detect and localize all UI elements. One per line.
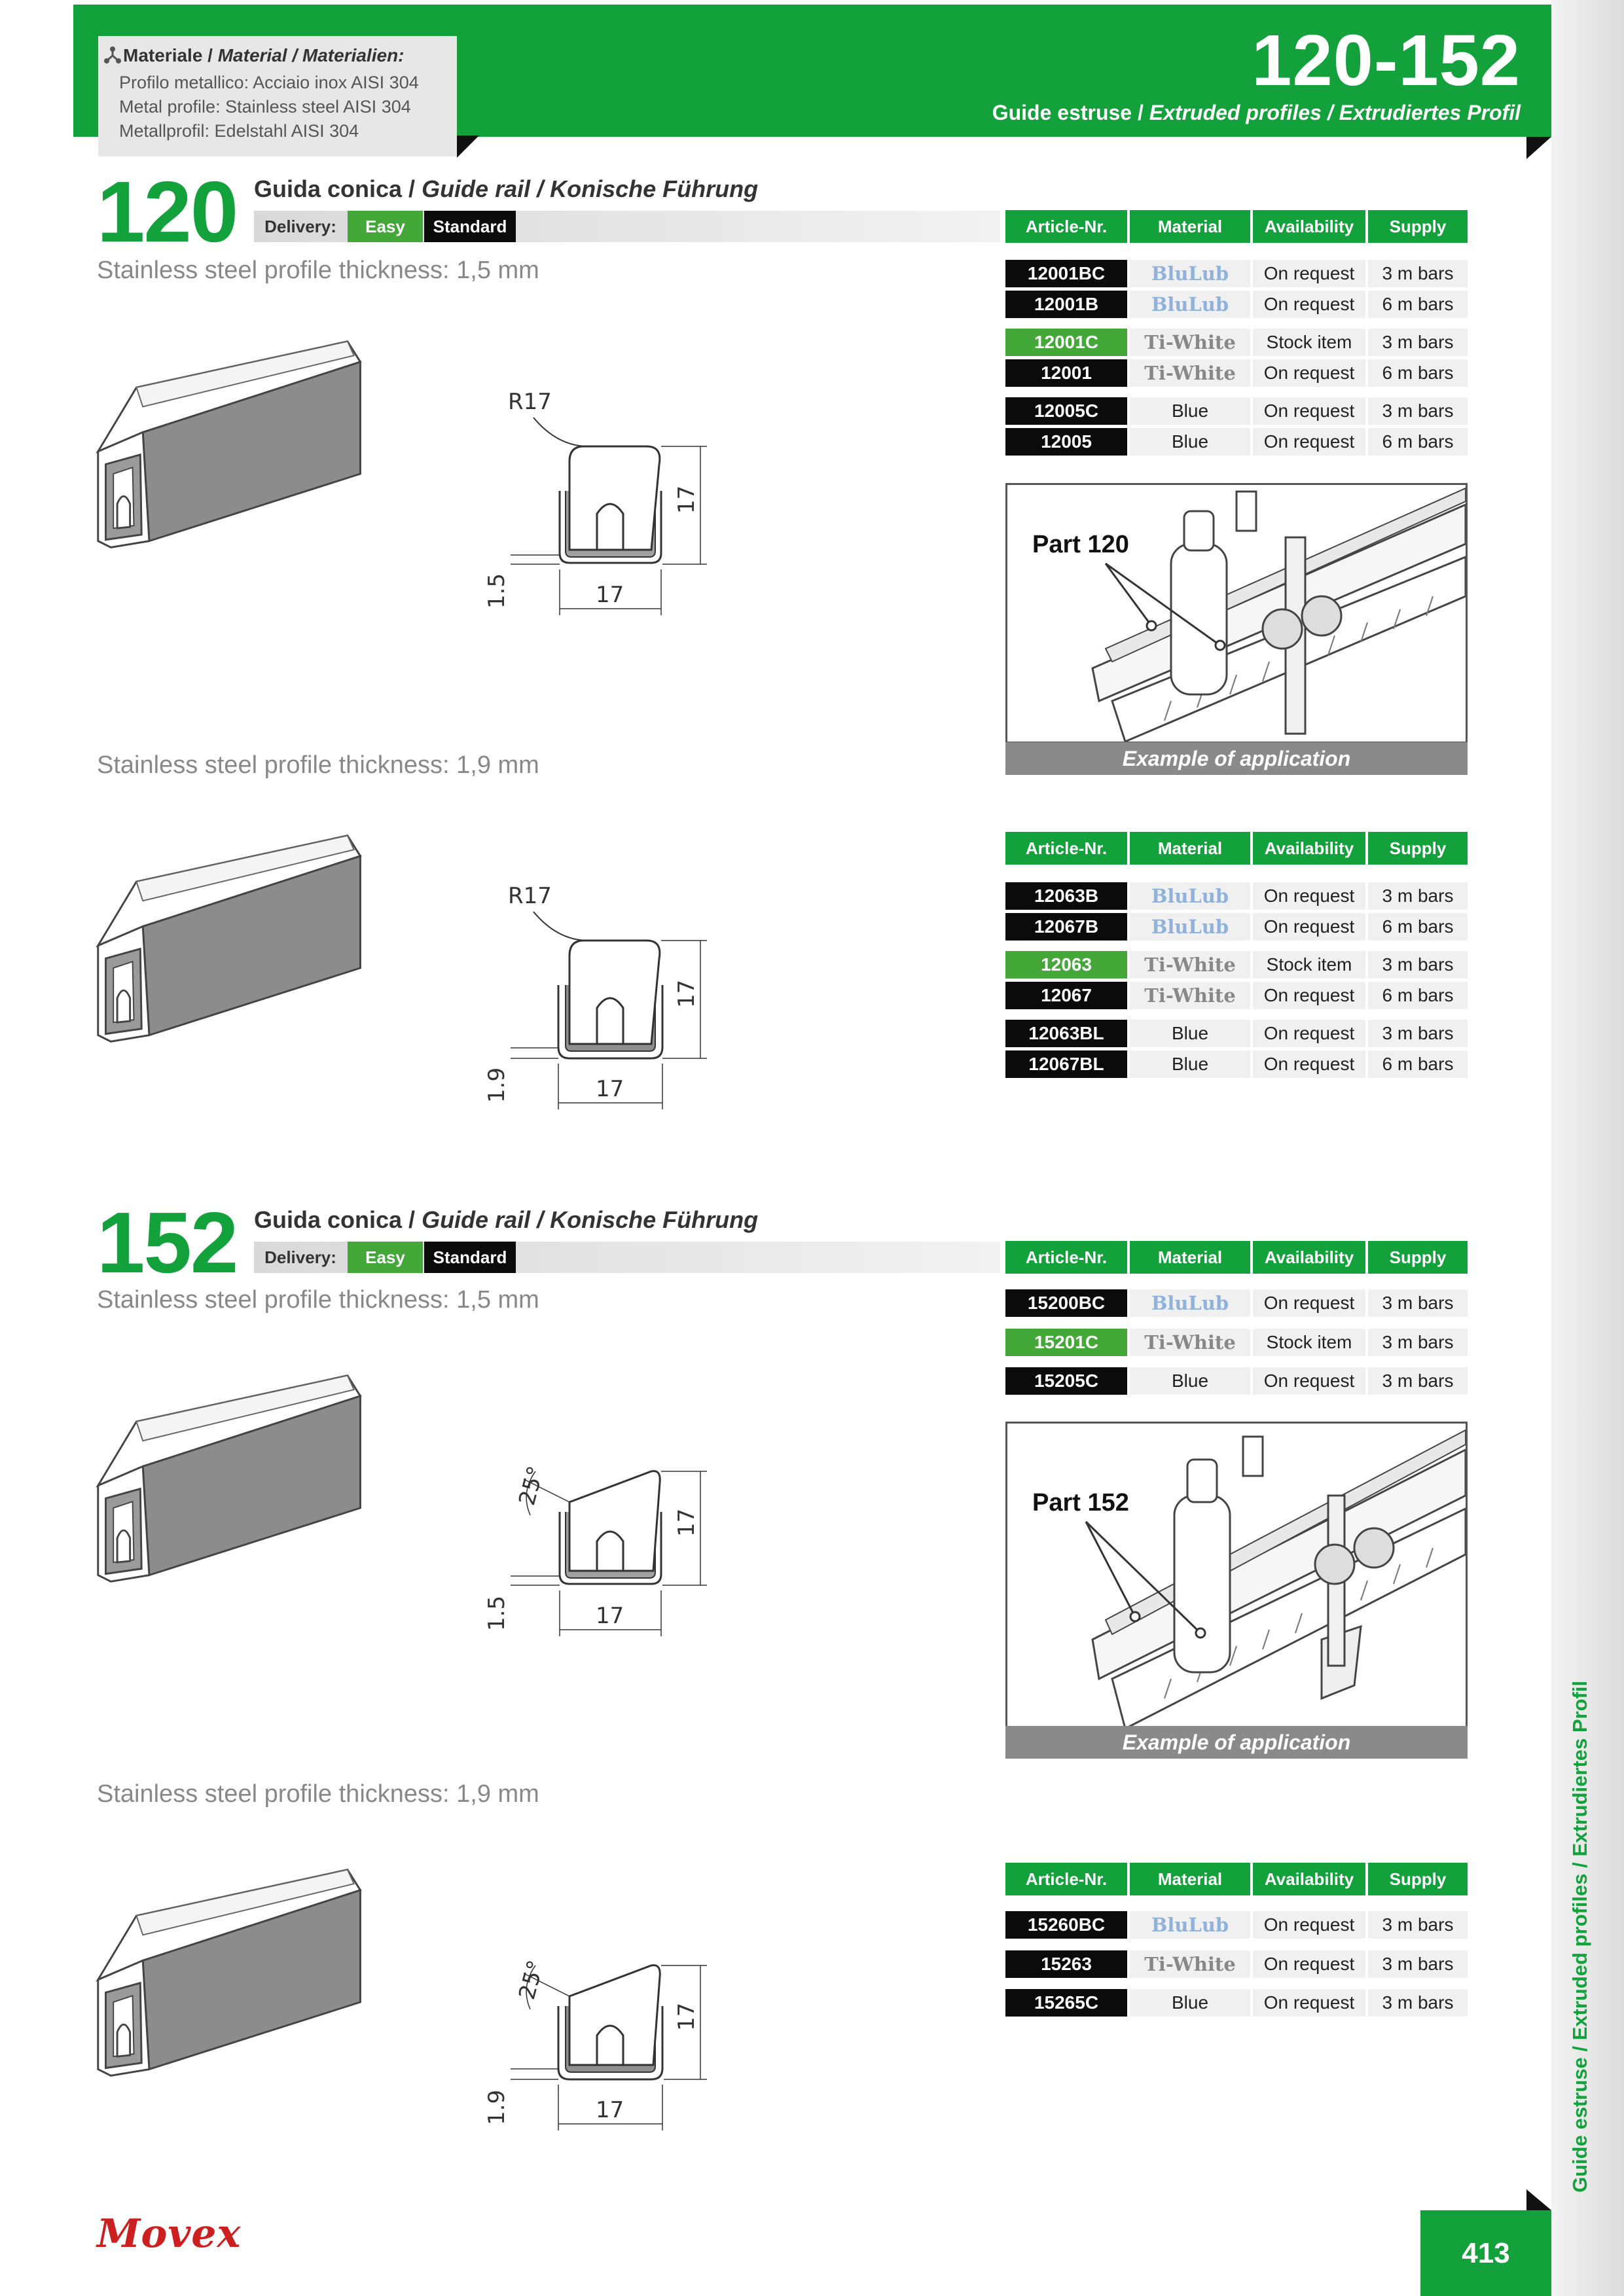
supply-cell: 3 m bars: [1368, 1289, 1468, 1317]
wall-thickness-label: 1.5: [484, 1595, 510, 1631]
column-header-article: Article-Nr.: [1005, 210, 1127, 243]
application-caption: Example of application: [1005, 742, 1468, 775]
table-row: [1005, 260, 1468, 287]
column-header-availability: Availability: [1253, 1863, 1365, 1895]
availability-cell: On request: [1253, 397, 1365, 425]
delivery-label: Delivery:: [264, 1247, 336, 1267]
delivery-easy-badge: Easy: [348, 1242, 423, 1273]
column-header-availability: Availability: [1253, 210, 1365, 243]
material-cell: BluLub: [1130, 1911, 1250, 1939]
material-cell: Ti-White: [1130, 1329, 1250, 1356]
table-row: [1005, 1289, 1468, 1317]
table-header-152-a: [1005, 1241, 1468, 1274]
section-title: Guida conica / Guide rail / Konische Führung: [254, 175, 759, 202]
availability-cell: On request: [1253, 882, 1365, 910]
table-row: [1005, 428, 1468, 456]
profile-drawing-152-angle: [471, 1947, 733, 2144]
column-header-supply: Supply: [1368, 1241, 1468, 1274]
material-cell: Blue: [1130, 1050, 1250, 1078]
header-subtitle: Guide estruse / Extruded profiles / Extrudiertes Profil: [992, 101, 1521, 124]
table-row: [1005, 951, 1468, 978]
article-number-cell: 12063: [1005, 951, 1127, 978]
supply-cell: 3 m bars: [1368, 1950, 1468, 1978]
delivery-easy-badge: Easy: [348, 211, 423, 242]
material-cell: BluLub: [1130, 882, 1250, 910]
thickness-label: Stainless steel profile thickness: 1,5 mm: [97, 1286, 539, 1314]
supply-cell: 3 m bars: [1368, 1020, 1468, 1047]
supply-cell: 3 m bars: [1368, 882, 1468, 910]
width-label: 17: [596, 582, 624, 608]
material-cell: Ti-White: [1130, 951, 1250, 978]
height-label: 17: [674, 1508, 700, 1537]
table-row: [1005, 1950, 1468, 1978]
delivery-standard-badge: Standard: [424, 211, 516, 242]
wall-thickness-label: 1.9: [484, 1067, 510, 1103]
materials-box: [98, 36, 457, 156]
angle-label: 25°: [514, 1463, 550, 1509]
material-cell: BluLub: [1130, 913, 1250, 941]
material-line: Metallprofil: Edelstahl AISI 304: [119, 121, 359, 141]
availability-cell: On request: [1253, 1950, 1365, 1978]
table-row: [1005, 1020, 1468, 1047]
column-header-material: Material: [1130, 832, 1250, 865]
section-number: 120: [97, 164, 238, 260]
column-header-availability: Availability: [1253, 832, 1365, 865]
material-line: Profilo metallico: Acciaio inox AISI 304: [119, 73, 419, 92]
availability-cell: On request: [1253, 1289, 1365, 1317]
material-cell: Blue: [1130, 1989, 1250, 2017]
material-cell: Ti-White: [1130, 359, 1250, 387]
column-header-material: Material: [1130, 1863, 1250, 1895]
part-label: Part 152: [1032, 1489, 1129, 1516]
material-cell: BluLub: [1130, 291, 1250, 318]
width-label: 17: [596, 1076, 624, 1102]
column-header-article: Article-Nr.: [1005, 1863, 1127, 1895]
conveyor-illustration: [1007, 1424, 1466, 1729]
material-cell: BluLub: [1130, 1289, 1250, 1317]
article-number-cell: 15263: [1005, 1950, 1127, 1978]
molecule-icon: [103, 46, 122, 65]
availability-cell: On request: [1253, 982, 1365, 1009]
column-header-material: Material: [1130, 1241, 1250, 1274]
table-row: [1005, 882, 1468, 910]
table-row: [1005, 982, 1468, 1009]
article-number-cell: 15200BC: [1005, 1289, 1127, 1317]
delivery-bar: [254, 1242, 1000, 1273]
material-line: Metal profile: Stainless steel AISI 304: [119, 97, 411, 117]
table-row: [1005, 329, 1468, 356]
column-header-supply: Supply: [1368, 1863, 1468, 1895]
section-title: Guida conica / Guide rail / Konische Führung: [254, 1206, 759, 1233]
material-cell: Ti-White: [1130, 982, 1250, 1009]
profile-drawing-120-r17: [471, 386, 733, 622]
height-label: 17: [674, 979, 700, 1008]
rail-isometric-image: [92, 1368, 373, 1590]
application-image-152: [1005, 1422, 1468, 1731]
conveyor-illustration: [1007, 485, 1466, 742]
width-label: 17: [596, 2097, 624, 2123]
availability-cell: On request: [1253, 291, 1365, 318]
page-number: 413: [1420, 2210, 1551, 2296]
column-header-material: Material: [1130, 210, 1250, 243]
rail-isometric-image: [92, 1862, 373, 2085]
materials-title: Materiale / Material / Materialien:: [123, 45, 405, 65]
column-header-article: Article-Nr.: [1005, 1241, 1127, 1274]
table-row: [1005, 291, 1468, 318]
supply-cell: 3 m bars: [1368, 1989, 1468, 2017]
table-row: [1005, 913, 1468, 941]
supply-cell: 3 m bars: [1368, 1911, 1468, 1939]
material-cell: Blue: [1130, 1020, 1250, 1047]
height-label: 17: [674, 2002, 700, 2031]
article-number-cell: 12001B: [1005, 291, 1127, 318]
profile-drawing-152-angle: [471, 1453, 733, 1649]
article-number-cell: 12005C: [1005, 397, 1127, 425]
table-header-120-b: [1005, 832, 1468, 865]
column-header-article: Article-Nr.: [1005, 832, 1127, 865]
wall-thickness-label: 1.5: [484, 573, 510, 609]
article-number-cell: 12005: [1005, 428, 1127, 456]
table-row: [1005, 1911, 1468, 1939]
table-row: [1005, 1329, 1468, 1356]
column-header-availability: Availability: [1253, 1241, 1365, 1274]
application-image-120: [1005, 483, 1468, 744]
application-caption: Example of application: [1005, 1726, 1468, 1759]
availability-cell: On request: [1253, 1020, 1365, 1047]
supply-cell: 3 m bars: [1368, 1329, 1468, 1356]
availability-cell: On request: [1253, 359, 1365, 387]
page-number-corner-mark: [1526, 2189, 1551, 2210]
material-cell: Ti-White: [1130, 1950, 1250, 1978]
material-cell: Blue: [1130, 397, 1250, 425]
material-cell: Blue: [1130, 428, 1250, 456]
table-header-120-a: [1005, 210, 1468, 243]
availability-cell: On request: [1253, 428, 1365, 456]
availability-cell: Stock item: [1253, 1329, 1365, 1356]
radius-label: R17: [508, 883, 552, 909]
material-cell: Blue: [1130, 1367, 1250, 1395]
supply-cell: 3 m bars: [1368, 397, 1468, 425]
availability-cell: On request: [1253, 1911, 1365, 1939]
supply-cell: 3 m bars: [1368, 260, 1468, 287]
material-cell: Ti-White: [1130, 329, 1250, 356]
article-number-cell: 12067BL: [1005, 1050, 1127, 1078]
table-row: [1005, 1989, 1468, 2017]
section-number: 152: [97, 1194, 238, 1291]
part-label: Part 120: [1032, 531, 1129, 558]
materials-corner-mark: [457, 135, 479, 158]
rail-isometric-image: [92, 334, 373, 556]
supply-cell: 6 m bars: [1368, 428, 1468, 456]
supply-cell: 3 m bars: [1368, 329, 1468, 356]
availability-cell: On request: [1253, 1989, 1365, 2017]
article-number-cell: 12001BC: [1005, 260, 1127, 287]
profile-drawing-120-r17: [471, 880, 733, 1116]
delivery-standard-badge: Standard: [424, 1242, 516, 1273]
table-row: [1005, 1050, 1468, 1078]
side-label: Guide estruse / Extruded profiles / Extrudiertes Profil: [1568, 1680, 1591, 2193]
thickness-label: Stainless steel profile thickness: 1,5 mm: [97, 257, 539, 284]
delivery-label: Delivery:: [264, 217, 336, 236]
column-header-supply: Supply: [1368, 832, 1468, 865]
article-number-cell: 12063BL: [1005, 1020, 1127, 1047]
table-row: [1005, 359, 1468, 387]
page-range-title: 120-152: [1252, 20, 1521, 101]
availability-cell: On request: [1253, 1367, 1365, 1395]
availability-cell: On request: [1253, 260, 1365, 287]
supply-cell: 6 m bars: [1368, 913, 1468, 941]
article-number-cell: 15201C: [1005, 1329, 1127, 1356]
rail-isometric-image: [92, 828, 373, 1050]
supply-cell: 6 m bars: [1368, 359, 1468, 387]
wall-thickness-label: 1.9: [484, 2089, 510, 2125]
height-label: 17: [674, 485, 700, 514]
supply-cell: 6 m bars: [1368, 291, 1468, 318]
article-number-cell: 15265C: [1005, 1989, 1127, 2017]
thickness-label: Stainless steel profile thickness: 1,9 mm: [97, 1780, 539, 1808]
material-cell: BluLub: [1130, 260, 1250, 287]
article-number-cell: 12001: [1005, 359, 1127, 387]
table-row: [1005, 1367, 1468, 1395]
availability-cell: Stock item: [1253, 951, 1365, 978]
delivery-bar: [254, 211, 1000, 242]
radius-label: R17: [508, 389, 552, 415]
table-header-152-b: [1005, 1863, 1468, 1895]
supply-cell: 3 m bars: [1368, 951, 1468, 978]
thickness-label: Stainless steel profile thickness: 1,9 mm: [97, 751, 539, 779]
article-number-cell: 12063B: [1005, 882, 1127, 910]
availability-cell: Stock item: [1253, 329, 1365, 356]
movex-logo: Movex: [97, 2211, 242, 2257]
angle-label: 25°: [514, 1957, 550, 2003]
width-label: 17: [596, 1603, 624, 1629]
supply-cell: 6 m bars: [1368, 982, 1468, 1009]
header-corner-mark: [1526, 137, 1551, 159]
availability-cell: On request: [1253, 913, 1365, 941]
article-number-cell: 12067: [1005, 982, 1127, 1009]
availability-cell: On request: [1253, 1050, 1365, 1078]
supply-cell: 3 m bars: [1368, 1367, 1468, 1395]
article-number-cell: 15260BC: [1005, 1911, 1127, 1939]
article-number-cell: 12067B: [1005, 913, 1127, 941]
article-number-cell: 12001C: [1005, 329, 1127, 356]
column-header-supply: Supply: [1368, 210, 1468, 243]
table-row: [1005, 397, 1468, 425]
supply-cell: 6 m bars: [1368, 1050, 1468, 1078]
article-number-cell: 15205C: [1005, 1367, 1127, 1395]
